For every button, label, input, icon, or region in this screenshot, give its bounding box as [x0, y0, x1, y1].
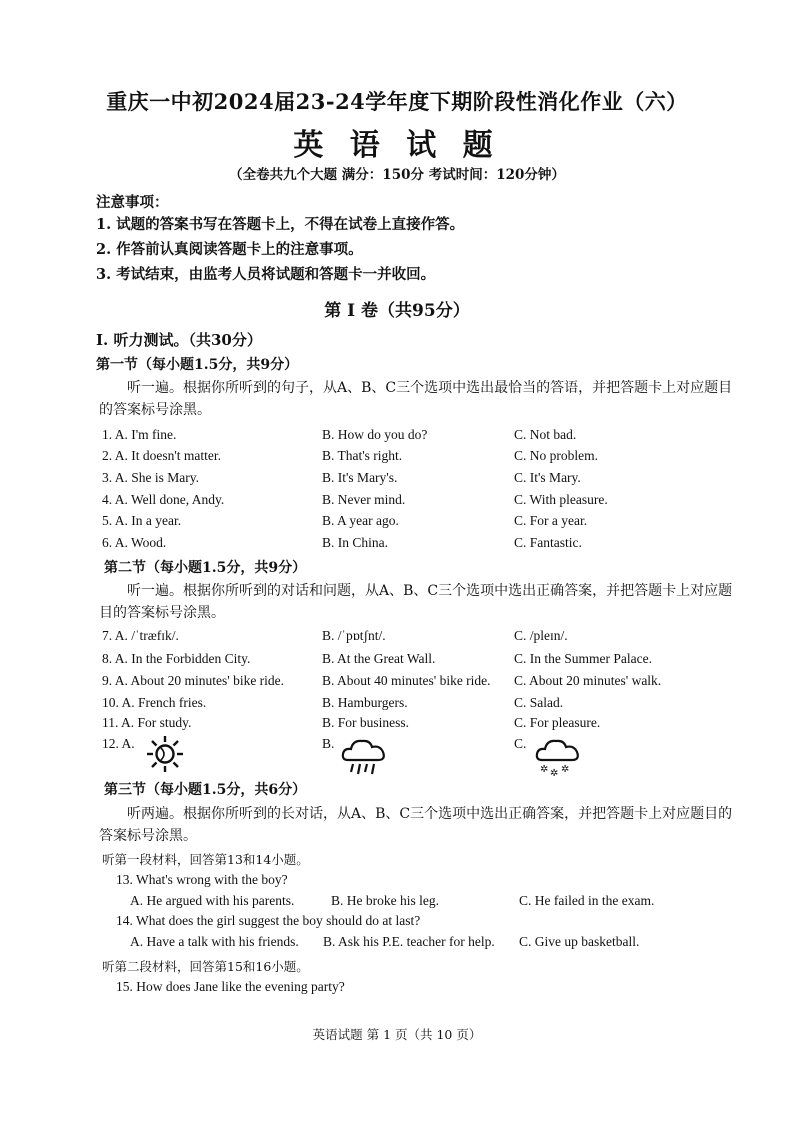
q13-option-b: B. He broke his leg. [331, 893, 439, 908]
page-title: 英 语 试 题 [293, 128, 501, 163]
q11-option-b: B. For business. [322, 715, 410, 730]
q1-option-b: B. How do you do? [322, 427, 428, 442]
q5-option-a: 5. A. In a year. [102, 513, 182, 528]
note-item-3: 3. 考试结束，由监考人员将试题和答题卡一并收回。 [96, 266, 436, 283]
q13-option-c: C. He failed in the exam. [519, 893, 655, 908]
q4-option-b: B. Never mind. [322, 492, 406, 507]
q14-option-b: B. Ask his P.E. teacher for help. [323, 934, 495, 949]
q6-option-b: B. In China. [322, 535, 388, 550]
q2-option-c: C. No problem. [514, 448, 598, 463]
part1-heading: 第一节（每小题1.5分，共9分） [96, 357, 299, 373]
q14-option-a: A. Have a talk with his friends. [130, 934, 299, 949]
part2-heading: 第二节（每小题1.5分，共9分） [104, 560, 307, 576]
note-item-1: 1. 试题的答案书写在答题卡上，不得在试卷上直接作答。 [96, 216, 465, 233]
material-1-note: 听第一段材料，回答第13和14小题。 [102, 852, 309, 867]
note-item-2: 2. 作答前认真阅读答题卡上的注意事项。 [96, 241, 363, 258]
notes-heading: 注意事项： [96, 194, 169, 211]
q3-option-c: C. It's Mary. [514, 470, 581, 485]
exam-header-line: 重庆一中初2024届23-24学年度下期阶段性消化作业（六） [106, 89, 688, 114]
q10-option-c: C. Salad. [514, 695, 564, 710]
q14-option-c: C. Give up basketball. [519, 934, 640, 949]
q12-option-c: C. [514, 736, 527, 751]
q13-option-a: A. He argued with his parents. [130, 893, 295, 908]
q6-option-a: 6. A. Wood. [102, 535, 167, 550]
q1-option-c: C. Not bad. [514, 427, 577, 442]
q13-stem: 13. What's wrong with the boy? [116, 872, 288, 887]
q7-option-a: 7. A. /ˈtræfɪk/. [102, 628, 179, 643]
snow-cloud-icon [534, 734, 582, 778]
part1-instructions: 听一遍。根据你所听到的句子，从A、B、C三个选项中选出最恰当的答语，并把答题卡上对应题目的答案标号涂黑。 [99, 380, 733, 418]
q14-stem: 14. What does the girl suggest the boy should do at last? [116, 913, 421, 928]
svg-text:✲: ✲ [540, 764, 549, 775]
q11-option-c: C. For pleasure. [514, 715, 601, 730]
q11-option-a: 11. A. For study. [102, 715, 192, 730]
section-title: I. 听力测试。（共30分） [96, 331, 262, 349]
q10-option-b: B. Hamburgers. [322, 695, 408, 710]
q2-option-a: 2. A. It doesn't matter. [102, 448, 222, 463]
part3-instructions: 听两遍。根据你所听到的长对话，从A、B、C三个选项中选出正确答案，并把答题卡上对应题目的答案标号涂黑。 [99, 806, 733, 844]
q6-option-c: C. Fantastic. [514, 535, 582, 550]
q5-option-b: B. A year ago. [322, 513, 399, 528]
material-2-note: 听第二段材料，回答第15和16小题。 [102, 959, 309, 974]
page-footer: 英语试题 第 1 页（共 10 页） [312, 1027, 482, 1042]
svg-text:✲: ✲ [550, 768, 559, 778]
q1-option-a: 1. A. I'm fine. [102, 427, 177, 442]
q9-option-b: B. About 40 minutes' bike ride. [322, 673, 491, 688]
part2-instructions: 听一遍。根据你所听到的对话和问题，从A、B、C三个选项中选出正确答案，并把答题卡上对应题目的答案标号涂黑。 [99, 583, 733, 621]
q12-option-b: B. [322, 736, 335, 751]
q4-option-a: 4. A. Well done, Andy. [102, 492, 225, 507]
volume-heading: 第 I 卷（共95分） [324, 301, 470, 321]
q2-option-b: B. That's right. [322, 448, 403, 463]
q12-option-a: 12. A. [102, 736, 135, 751]
q7-option-b: B. /ˈpɒtʃnt/. [322, 628, 386, 643]
q7-option-c: C. /pleɪn/. [514, 628, 568, 643]
q8-option-a: 8. A. In the Forbidden City. [102, 651, 251, 666]
exam-info: （全卷共九个大题 满分：150分 考试时间：120分钟） [229, 167, 565, 183]
q3-option-b: B. It's Mary's. [322, 470, 398, 485]
rain-cloud-icon [340, 734, 388, 778]
q8-option-c: C. In the Summer Palace. [514, 651, 652, 666]
q4-option-c: C. With pleasure. [514, 492, 608, 507]
q10-option-a: 10. A. French fries. [102, 695, 207, 710]
q15-stem: 15. How does Jane like the evening party? [116, 979, 345, 994]
q9-option-a: 9. A. About 20 minutes' bike ride. [102, 673, 285, 688]
q9-option-c: C. About 20 minutes' walk. [514, 673, 662, 688]
q8-option-b: B. At the Great Wall. [322, 651, 436, 666]
sun-icon [145, 734, 185, 774]
q5-option-c: C. For a year. [514, 513, 588, 528]
part3-heading: 第三节（每小题1.5分，共6分） [104, 782, 307, 798]
svg-text:✲: ✲ [561, 764, 570, 775]
q3-option-a: 3. A. She is Mary. [102, 470, 199, 485]
